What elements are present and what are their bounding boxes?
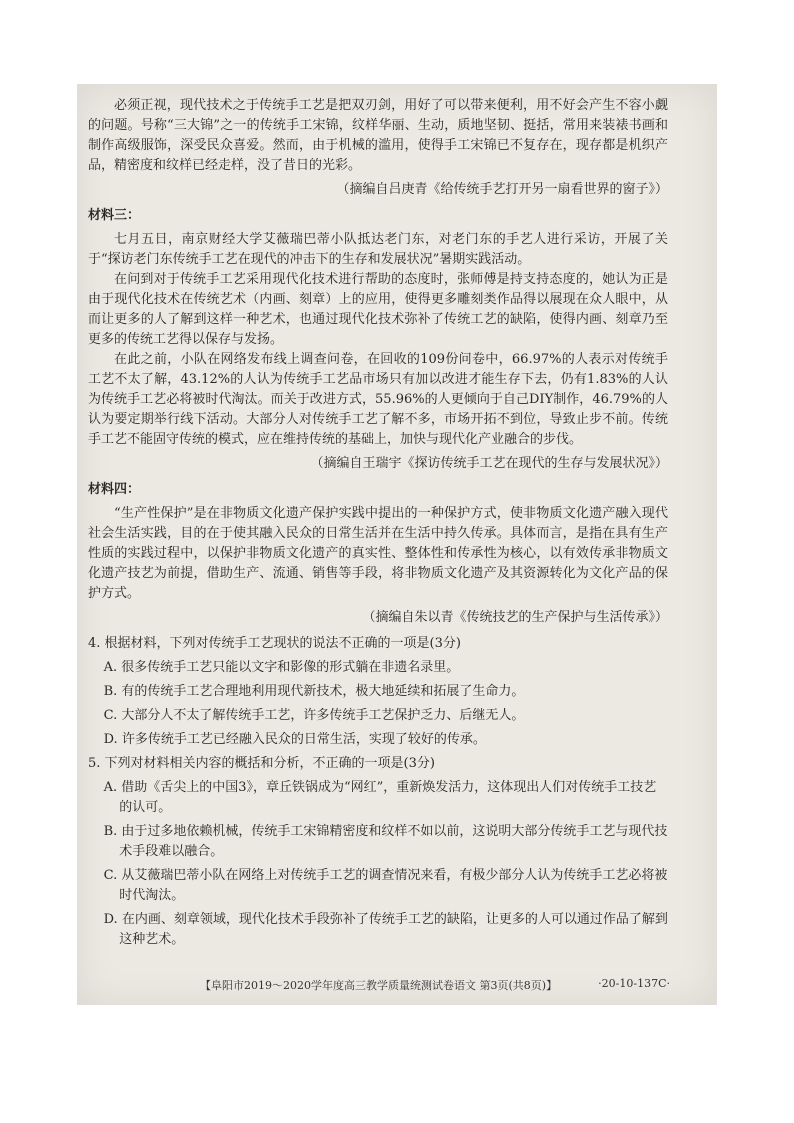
material-3-paragraph: 七月五日，南京财经大学艾薇瑞巴蒂小队抵达老门东，对老门东的手艺人进行采访，开展了关于“探访老门东传统手工艺在现代的冲击下的生存和发展状况”暑期实践活动。 [88, 232, 668, 267]
material-3-paragraph: 在问到对于传统手工艺采用现代化技术进行帮助的态度时，张师傅是持支持态度的，她认为正是由于现代化技术在传统艺术（内画、刻章）上的应用，使得更多雕刻类作品得以展现在众人眼中，从而让更多的人了解到这样一种艺术，也通过现代化技术弥补了传统工艺的缺陷，使得内画、刻章乃至更多的传统工艺得以保存与发扬。 [88, 272, 668, 347]
question-option: D. 许多传统手工艺已经融入民众的日常生活，实现了较好的传承。 [103, 732, 486, 747]
material-3-heading: 材料三： [88, 208, 141, 223]
question-option: D. 在内画、刻章领域，现代化技术手段弥补了传统手工艺的缺陷，让更多的人可以通过作品了解到这种艺术。 [103, 912, 668, 947]
question-option: B. 由于过多地依赖机械，传统手工宋锦精密度和纹样不如以前，这说明大部分传统手工艺与现代技术手段难以融合。 [103, 824, 668, 859]
question-option: C. 大部分人不太了解传统手工艺，许多传统手工艺保护乏力、后继无人。 [103, 708, 525, 723]
material-3-paragraph: 在此之前，小队在网络发布线上调查问卷，在回收的109份问卷中，66.97%的人表示对传统手工艺不太了解，43.12%的人认为传统手工艺品市场只有加以改进才能生存下去，仍有1.83%的人认为传统手工艺必将被时代淘汰。而关于改进方式，55.96%的人更倾向于自己DIY制作，46.79%的人认为要定期举行线下活动。大部分人对传统手工艺了解不多，市场开拓不到位，导致止步不前。传统手工艺不能固守传统的模式，应在维持传统的基础上，加快与现代化产业融合的步伐。 [88, 352, 668, 447]
question-option: A. 很多传统手工艺只能以文字和影像的形式躺在非遗名录里。 [103, 660, 460, 675]
question-option: C. 从艾薇瑞巴蒂小队在网络上对传统手工艺的调查情况来看，有极少部分人认为传统手工艺必将被时代淘汰。 [103, 868, 668, 903]
source-citation: （摘编自朱以青《传统技艺的生产保护与生活传承》） [362, 610, 668, 625]
material-4-heading: 材料四： [88, 482, 141, 497]
source-citation: （摘编自王瑞宇《探访传统手工艺在现代的生存与发展状况》） [310, 456, 668, 471]
question-option: A. 借助《舌尖上的中国3》，章丘铁锅成为“网红”，重新焕发活力，这体现出人们对传统手工技艺的认可。 [103, 780, 657, 815]
footer-left: 【阜阳市2019～2020学年度高三教学质量统测试卷语文 第3页(共8页)】 [200, 979, 558, 992]
footer-right: ·20-10-137C· [598, 977, 670, 990]
question-option: B. 有的传统手工艺合理地利用现代新技术，极大地延续和拓展了生命力。 [103, 684, 525, 699]
question-5 [88, 754, 668, 950]
passage-paragraph: 必须正视，现代技术之于传统手工艺是把双刃剑，用好了可以带来便利，用不好会产生不容小觑的问题。号称“三大锦”之一的传统手工宋锦，纹样华丽、生动，质地坚韧、挺括，常用来装裱书画和制作高级服饰，深受民众喜爱。然而，由于机械的滥用，使得手工宋锦已不复存在，现存都是机织产品，精密度和纹样已经走样，没了昔日的光彩。 [88, 98, 668, 173]
question-stem: 5. 下列对材料相关内容的概括和分析，不正确的一项是(3分) [88, 756, 435, 771]
page-footer [200, 977, 670, 993]
passage-block [88, 96, 668, 952]
material-4-paragraph: “生产性保护”是在非物质文化遗产保护实践中提出的一种保护方式，使非物质文化遗产融入现代社会生活实践，目的在于使其融入民众的日常生活并在生活中持久传承。具体而言，是指在具有生产性质的实践过程中，以保护非物质文化遗产的真实性、整体性和传承性为核心，以有效传承非物质文化遗产技艺为前提，借助生产、流通、销售等手段，将非物质文化遗产及其资源转化为文化产品的保护方式。 [88, 506, 668, 601]
question-4 [88, 634, 668, 750]
question-stem: 4. 根据材料，下列对传统手工艺现状的说法不正确的一项是(3分) [88, 636, 461, 651]
source-citation: （摘编自吕庚青《给传统手艺打开另一扇看世界的窗子》） [336, 182, 668, 197]
